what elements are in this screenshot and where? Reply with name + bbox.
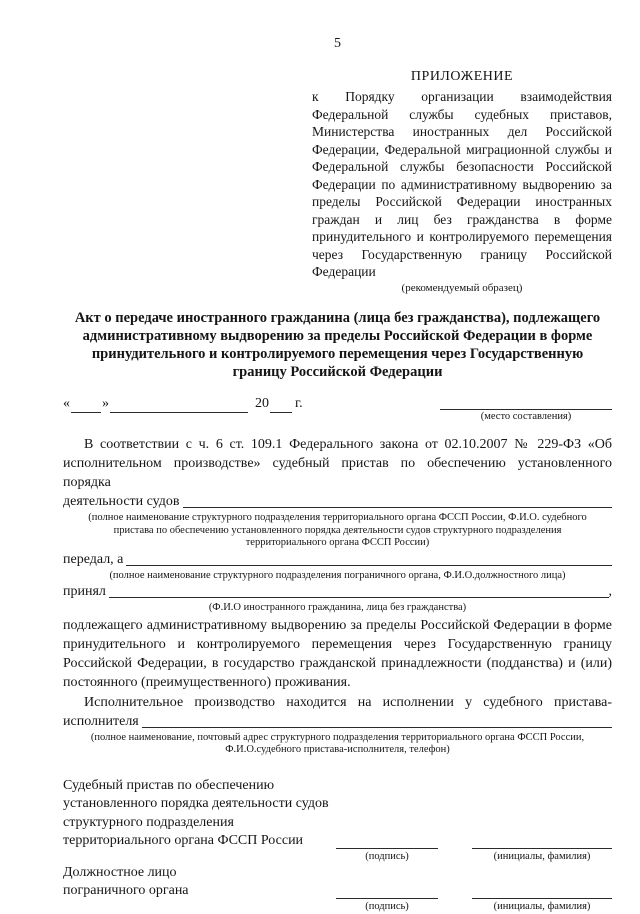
border-official-signature-row	[63, 864, 612, 912]
bailiff-name-line	[472, 848, 612, 849]
month-blank-line	[110, 398, 248, 413]
year-suffix: г.	[295, 395, 303, 411]
place-caption: (место составления)	[480, 410, 572, 422]
foreign-citizen-caption: (Ф.И.О иностранного гражданина, лица без гражданства)	[208, 602, 467, 613]
foreign-citizen-blank-line	[109, 597, 609, 598]
border-official-name-line	[472, 898, 612, 899]
paragraph-legal-basis-tail: деятельности судов	[63, 494, 180, 509]
paragraph-enforcement: Исполнительное производство находится на исполнении у судебного пристава-	[84, 694, 612, 710]
open-quote: «	[63, 395, 70, 411]
received-suffix: ,	[608, 584, 612, 599]
day-blank-line	[71, 398, 101, 413]
bailiff-signature-row	[63, 777, 612, 862]
signature-section	[63, 777, 612, 912]
date-and-place-row	[63, 394, 612, 424]
border-official-name-field	[472, 898, 612, 914]
bailiff-name-caption: (инициалы, фамилия)	[493, 851, 591, 862]
date-field	[63, 394, 303, 413]
border-official-signature-line	[336, 898, 438, 899]
border-official-signature-caption: (подпись)	[365, 901, 409, 912]
close-quote: »	[102, 395, 109, 411]
border-official-signature-columns	[336, 898, 612, 914]
appendix-block	[312, 67, 612, 295]
page-number: 5	[334, 36, 341, 51]
bailiff-unit-blank-line	[183, 507, 612, 508]
executor-fill-row	[63, 712, 612, 731]
year-blank-line	[270, 398, 292, 413]
bailiff-signature-columns	[336, 848, 612, 864]
bailiff-signature-caption: (подпись)	[365, 851, 409, 862]
received-label: принял	[63, 584, 106, 599]
received-fill-row	[63, 582, 612, 601]
place-of-drawing-field	[440, 394, 612, 424]
appendix-body-text: к Порядку организации взаимодействия Федеральной службы судебных приставов, Министерства иностранных дел Российской Федерации, Федеральной миграционной службы и Федеральной службы безопасности Российской Федерации по административному выдворению за пределы Российской Федерации иностранных граждан и лиц без гражданства в форме принудительного и контролируемого перемещения через Государственную границу Российской Федерации	[312, 89, 612, 279]
appendix-title: ПРИЛОЖЕНИЕ	[410, 69, 514, 84]
transferred-fill-row	[63, 550, 612, 569]
paragraph-enforcement-tail: исполнителя	[63, 713, 139, 729]
border-unit-blank-line	[126, 565, 612, 566]
transferred-label: передал, а	[63, 551, 124, 567]
executor-blank-line	[142, 727, 612, 728]
border-official-label: Должностное лицо пограничного органа	[63, 864, 189, 898]
bailiff-unit-fill-row	[63, 492, 612, 511]
paragraph-subject: подлежащего административному выдворению за пределы Российской Федерации в форме принудительного и контролируемого перемещения через Государственную границу Российской Федерации, в государство гражданской принадлежности (подданства) и (или) постоянного (преимущественного) проживания.	[63, 617, 612, 690]
place-blank-line	[440, 394, 612, 410]
bailiff-signature-field	[336, 848, 438, 864]
border-official-signature-field	[336, 898, 438, 914]
border-unit-caption: (полное наименование структурного подразделения пограничного органа, Ф.И.О.должностного лица)	[109, 569, 566, 581]
paragraph-legal-basis: В соответствии с ч. 6 ст. 109.1 Федерального закона от 02.10.2007 № 229-ФЗ «Об исполнительном производстве» судебный пристав по обеспечению установленного порядка	[63, 437, 612, 490]
year-prefix: 20	[255, 395, 269, 411]
bailiff-signature-label: Судебный пристав по обеспечению установленного порядка деятельности судов структурного подразделения территориального органа ФССП России	[63, 777, 329, 848]
border-official-name-caption: (инициалы, фамилия)	[493, 901, 591, 912]
bailiff-unit-caption: (полное наименование структурного подразделения территориального органа ФССП России, Ф.И.О. судебного пристава по обеспечению установленного порядка деятельности судов структурного подразделения территориального органа ФССП России)	[88, 512, 587, 548]
executor-caption: (полное наименование, почтовый адрес структурного подразделения территориального органа ФССП России, Ф.И.О.судебного пристава-исполнителя, телефон)	[90, 731, 585, 755]
appendix-recommended-note: (рекомендуемый образец)	[401, 281, 523, 294]
document-title: Акт о передаче иностранного гражданина (лица без гражданства), подлежащего административному выдворению за пределы Российской Федерации в форме принудительного и контролируемого перемещения через Государственную границу Российской Федерации	[74, 309, 601, 380]
bailiff-signature-line	[336, 848, 438, 849]
bailiff-name-field	[472, 848, 612, 864]
